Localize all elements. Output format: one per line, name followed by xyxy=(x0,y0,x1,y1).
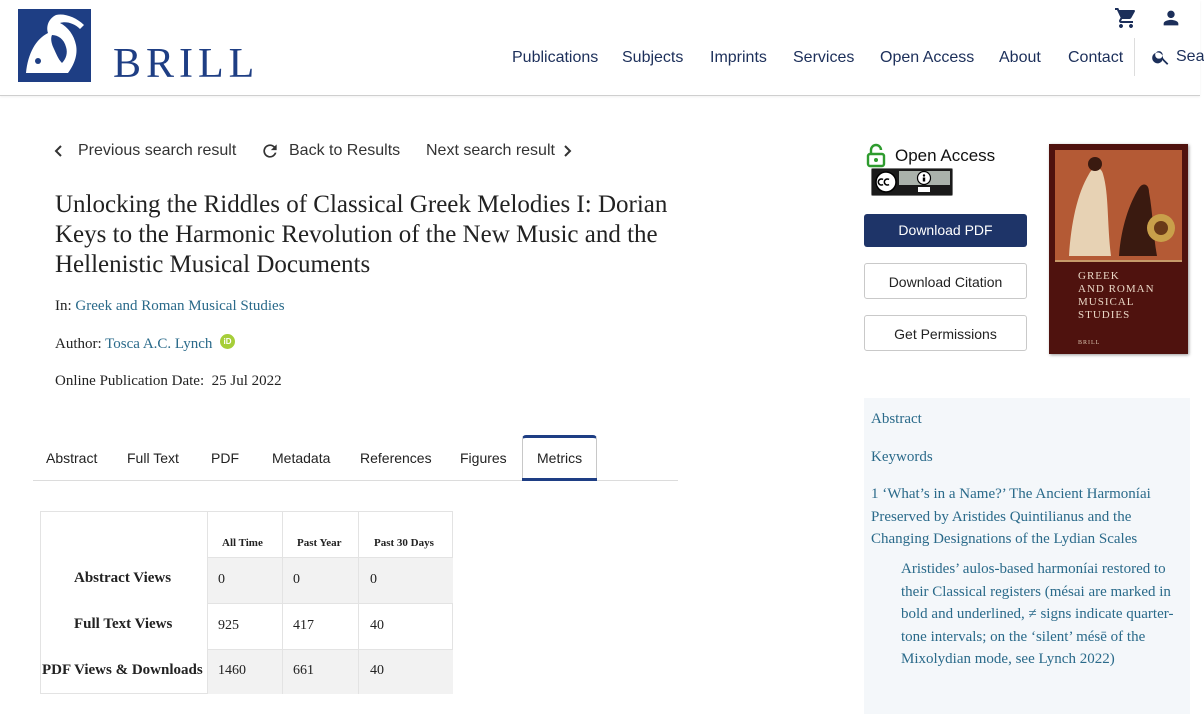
in-label: In: xyxy=(55,298,72,314)
active-tab-indicator xyxy=(522,478,597,481)
author-link[interactable]: Tosca A.C. Lynch xyxy=(105,336,213,352)
open-access-label: Open Access xyxy=(895,146,996,165)
nav-divider xyxy=(1134,38,1135,76)
metrics-row-label: Abstract Views xyxy=(74,570,172,586)
metrics-grid-line xyxy=(207,557,453,558)
tab-metadata[interactable]: Metadata xyxy=(272,450,331,466)
toc-item-abstract[interactable]: Abstract xyxy=(871,411,922,427)
tab-abstract[interactable]: Abstract xyxy=(46,450,98,466)
toc-item-figure-1[interactable]: Aristides’ aulos-based harmoníai restored to their Classical registers (mésai are marked in bold and underlined, ≠ signs indicate quarter-tone intervals; on the ‘silent’ mésē of the Mixolydian mode, see Lynch 2022) xyxy=(901,561,1174,667)
download-citation-button[interactable]: Download Citation xyxy=(864,263,1027,299)
nav-contact[interactable]: Contact xyxy=(1068,49,1124,66)
orcid-icon[interactable]: iD xyxy=(220,334,235,349)
metrics-value: 40 xyxy=(370,618,384,633)
previous-search-result-link[interactable]: Previous search result xyxy=(78,142,237,159)
journal-link[interactable]: Greek and Roman Musical Studies xyxy=(75,298,285,314)
metrics-value: 1460 xyxy=(218,663,246,678)
publication-date-value: 25 Jul 2022 xyxy=(211,373,282,389)
get-permissions-button[interactable]: Get Permissions xyxy=(864,315,1027,351)
table-of-contents xyxy=(864,398,1190,714)
metrics-row-label: Full Text Views xyxy=(74,616,173,632)
tab-references[interactable]: References xyxy=(360,450,432,466)
cart-icon[interactable] xyxy=(1114,6,1138,35)
nav-about[interactable]: About xyxy=(999,49,1041,66)
book-cover-title: GREEK AND ROMAN MUSICAL STUDIES xyxy=(1078,270,1155,321)
metrics-column-header: Past Year xyxy=(297,537,342,549)
metrics-value: 40 xyxy=(370,663,384,678)
tab-figures[interactable]: Figures xyxy=(460,450,507,466)
cc-by-license-icon[interactable] xyxy=(871,168,953,196)
metrics-value: 0 xyxy=(370,572,377,587)
author-line xyxy=(55,336,212,353)
metrics-row-shade xyxy=(207,557,453,603)
chevron-right-icon[interactable] xyxy=(560,143,574,164)
brand-wordmark[interactable]: BRILL xyxy=(113,41,260,87)
article-title: Unlocking the Riddles of Classical Greek Melodies I: Dorian Keys to the Harmonic Revolution of the New Music and the Hellenistic Musical Documents xyxy=(55,191,668,278)
site-header xyxy=(0,0,1204,96)
nav-imprints[interactable]: Imprints xyxy=(710,49,767,66)
toc-item-keywords[interactable]: Keywords xyxy=(871,449,933,465)
book-cover-publisher: BRILL xyxy=(1078,340,1101,346)
chevron-left-icon[interactable] xyxy=(52,143,66,164)
nav-services[interactable]: Services xyxy=(793,49,855,66)
metrics-value: 661 xyxy=(293,663,314,678)
nav-open-access[interactable]: Open Access xyxy=(880,49,975,66)
search-button[interactable]: Sea xyxy=(1176,48,1204,65)
next-search-result-link[interactable]: Next search result xyxy=(426,142,555,159)
metrics-value: 925 xyxy=(218,618,239,633)
refresh-icon[interactable] xyxy=(260,141,280,166)
metrics-column-header: Past 30 Days xyxy=(374,537,434,549)
back-to-results-link[interactable]: Back to Results xyxy=(289,142,401,159)
metrics-row-label: PDF Views & Downloads xyxy=(42,662,203,678)
author-label: Author: xyxy=(55,336,102,352)
search-icon[interactable] xyxy=(1151,47,1171,72)
tab-metrics-label[interactable]: Metrics xyxy=(537,450,583,466)
metrics-value: 0 xyxy=(218,572,225,587)
publication-date-label: Online Publication Date: xyxy=(55,373,205,389)
nav-publications[interactable]: Publications xyxy=(512,49,599,66)
tab-full-text[interactable]: Full Text xyxy=(127,450,179,466)
metrics-grid-line xyxy=(207,603,453,604)
metrics-table xyxy=(40,511,453,694)
metrics-value: 417 xyxy=(293,618,314,633)
toc-item-section-1[interactable]: 1 ‘What’s in a Name?’ The Ancient Harmoníai Preserved by Aristides Quintilianus and the Changing Designations of the Lydian Scales xyxy=(871,486,1151,547)
metrics-column-header: All Time xyxy=(222,537,263,549)
account-icon[interactable] xyxy=(1160,7,1182,34)
brill-logo-icon[interactable] xyxy=(18,9,91,82)
metrics-grid-line xyxy=(207,649,453,650)
nav-subjects[interactable]: Subjects xyxy=(622,49,684,66)
book-cover-image[interactable] xyxy=(1049,144,1188,354)
metrics-value: 0 xyxy=(293,572,300,587)
download-pdf-button[interactable]: Download PDF xyxy=(864,214,1027,247)
in-journal-line xyxy=(55,298,285,315)
publication-date-line xyxy=(55,373,282,390)
tab-pdf[interactable]: PDF xyxy=(211,450,239,466)
